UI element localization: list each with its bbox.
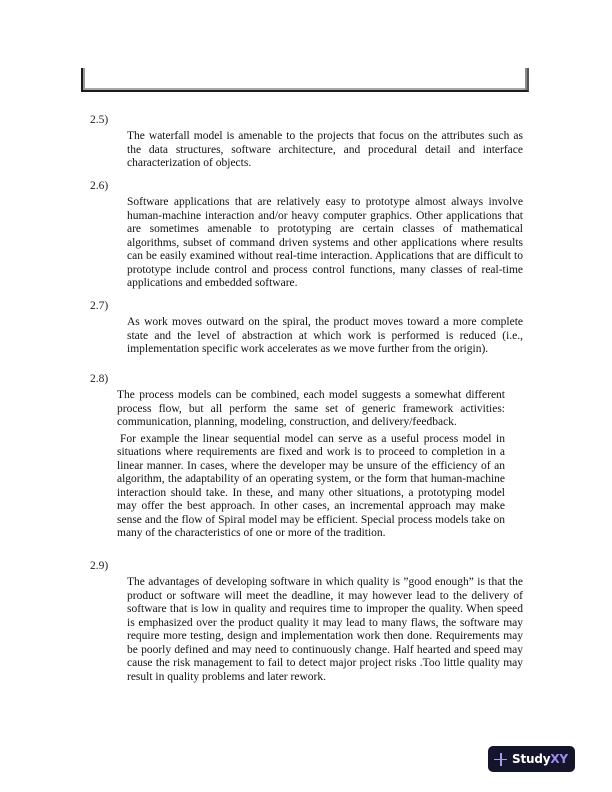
section-number: 2.8)	[90, 373, 109, 385]
header-frame	[81, 68, 529, 92]
brand-name-study: Study	[512, 752, 551, 766]
section-body	[127, 576, 523, 684]
brand-name-xy: XY	[550, 752, 568, 766]
plus-icon	[494, 753, 507, 766]
paragraph: The waterfall model is amenable to the projects that focus on the attributes such as the data structures, software architecture, and procedural detail and interface characterization of objects.	[127, 130, 523, 169]
paragraph: Software applications that are relatively easy to prototype almost always involve human-machine interaction and/or heavy computer graphics. Other applications that are sometimes amenable to prototyping are certain classes of mathematical algorithms, subset of command driven systems and other applications where results can be easily examined without real-time interaction. Applications that are difficult to prototype include control and process control functions, many classes of real-time applications and embedded software.	[127, 196, 523, 289]
section-body	[127, 316, 523, 357]
paragraph: The process models can be combined, each model suggests a somewhat different process flow, but all perform the same set of generic framework activities: communication, planning, modeling, construction, and delivery/feedback.	[117, 389, 505, 428]
section-body	[117, 389, 505, 541]
paragraph: For example the linear sequential model can serve as a useful process model in situations where requirements are fixed and work is to proceed to completion in a linear manner. In cases, where the developer may be unsure of the efficiency of an algorithm, the adaptability of an operating system, or the form that human-machine interaction should take. In these, and many other situations, a prototyping model may offer the best approach. In other cases, an incremental approach may make sense and the flow of Spiral model may be efficient. Special process models take on many of the characteristics of one or more of the tradition.	[117, 432, 505, 539]
brand-name	[512, 752, 568, 766]
paragraph: The advantages of developing software in which quality is ”good enough” is that the product or software will meet the deadline, it may however lead to the delivery of software that is low in quality and requires time to improper the quality. When speed is emphasized over the product quality it may lead to many flaws, the software may require more testing, design and implementation work then done. Requirements may be poorly defined and may need to continuously change. Half hearted and speed may cause the risk management to fail to detect major project risks .Too little quality may result in quality problems and later rework.	[127, 576, 523, 683]
section-number: 2.6)	[90, 180, 109, 192]
section-number: 2.9)	[90, 560, 109, 572]
section-body	[127, 130, 523, 171]
section-body	[127, 196, 523, 291]
section-number: 2.5)	[90, 114, 109, 126]
paragraph: As work moves outward on the spiral, the product moves toward a more complete state and the level of abstraction at which work is performed is reduced (i.e., implementation specific work accelerates as we move further from the origin).	[127, 316, 523, 355]
studyxy-watermark-badge[interactable]	[488, 746, 575, 772]
section-number: 2.7)	[90, 300, 109, 312]
